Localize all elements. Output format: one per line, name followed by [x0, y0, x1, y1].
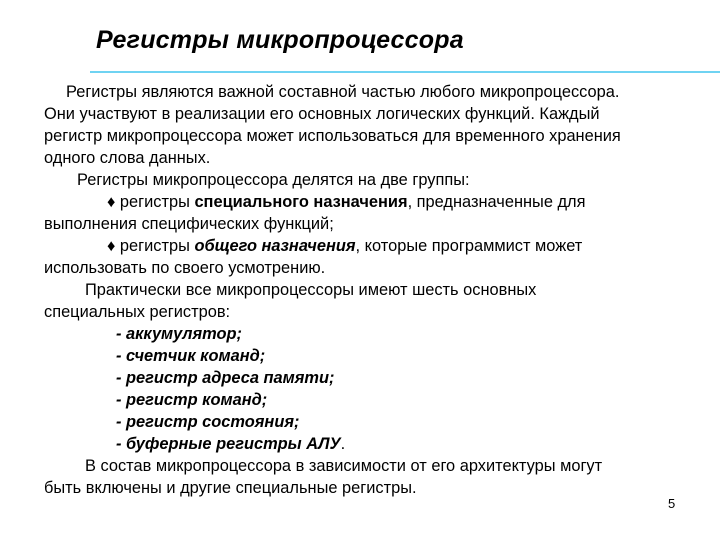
text-line: быть включены и другие специальные регистры. — [44, 479, 417, 497]
register-item: - счетчик команд; — [116, 347, 266, 365]
text-line: Регистры микропроцессора делятся на две группы: — [77, 171, 470, 189]
text-line: Они участвуют в реализации его основных логических функций. Каждый — [44, 105, 600, 123]
register-item — [44, 433, 714, 455]
text-line: одного слова данных. — [44, 149, 211, 167]
text-line: специальных регистров: — [44, 303, 231, 321]
slide-body — [44, 81, 714, 499]
bullet-text: , которые программист может — [355, 237, 583, 255]
slide-title: Регистры микропроцессора — [96, 26, 464, 54]
register-item: - регистр адреса памяти; — [116, 369, 335, 387]
title-underline — [90, 71, 720, 73]
register-list — [44, 323, 714, 455]
text-line: использовать по своего усмотрению. — [44, 259, 326, 277]
register-item: - регистр состояния; — [116, 413, 300, 431]
bullet-text: ♦ регистры — [107, 237, 195, 255]
register-item-text: - буферные регистры АЛУ — [116, 435, 341, 453]
page-number: 5 — [668, 496, 676, 511]
bullet-general-purpose — [44, 235, 714, 257]
text-line: регистр микропроцессора может использоваться для временного хранения — [44, 127, 621, 145]
bullet-special-purpose — [44, 191, 714, 213]
bullet-text: ♦ регистры — [107, 193, 195, 211]
text-line: Регистры являются важной составной частью любого микропроцессора. — [66, 83, 620, 101]
register-item: - регистр команд; — [116, 391, 268, 409]
text-line: выполнения специфических функций; — [44, 215, 334, 233]
bold-term: специального назначения — [194, 193, 408, 211]
text-line: Практически все микропроцессоры имеют шесть основных — [85, 281, 537, 299]
text-line: В состав микропроцессора в зависимости от его архитектуры могут — [85, 457, 603, 475]
bullet-text: , предназначенные для — [407, 193, 586, 211]
bold-term: общего назначения — [194, 237, 356, 255]
register-item: - аккумулятор; — [116, 325, 242, 343]
register-item-suffix: . — [340, 435, 346, 453]
